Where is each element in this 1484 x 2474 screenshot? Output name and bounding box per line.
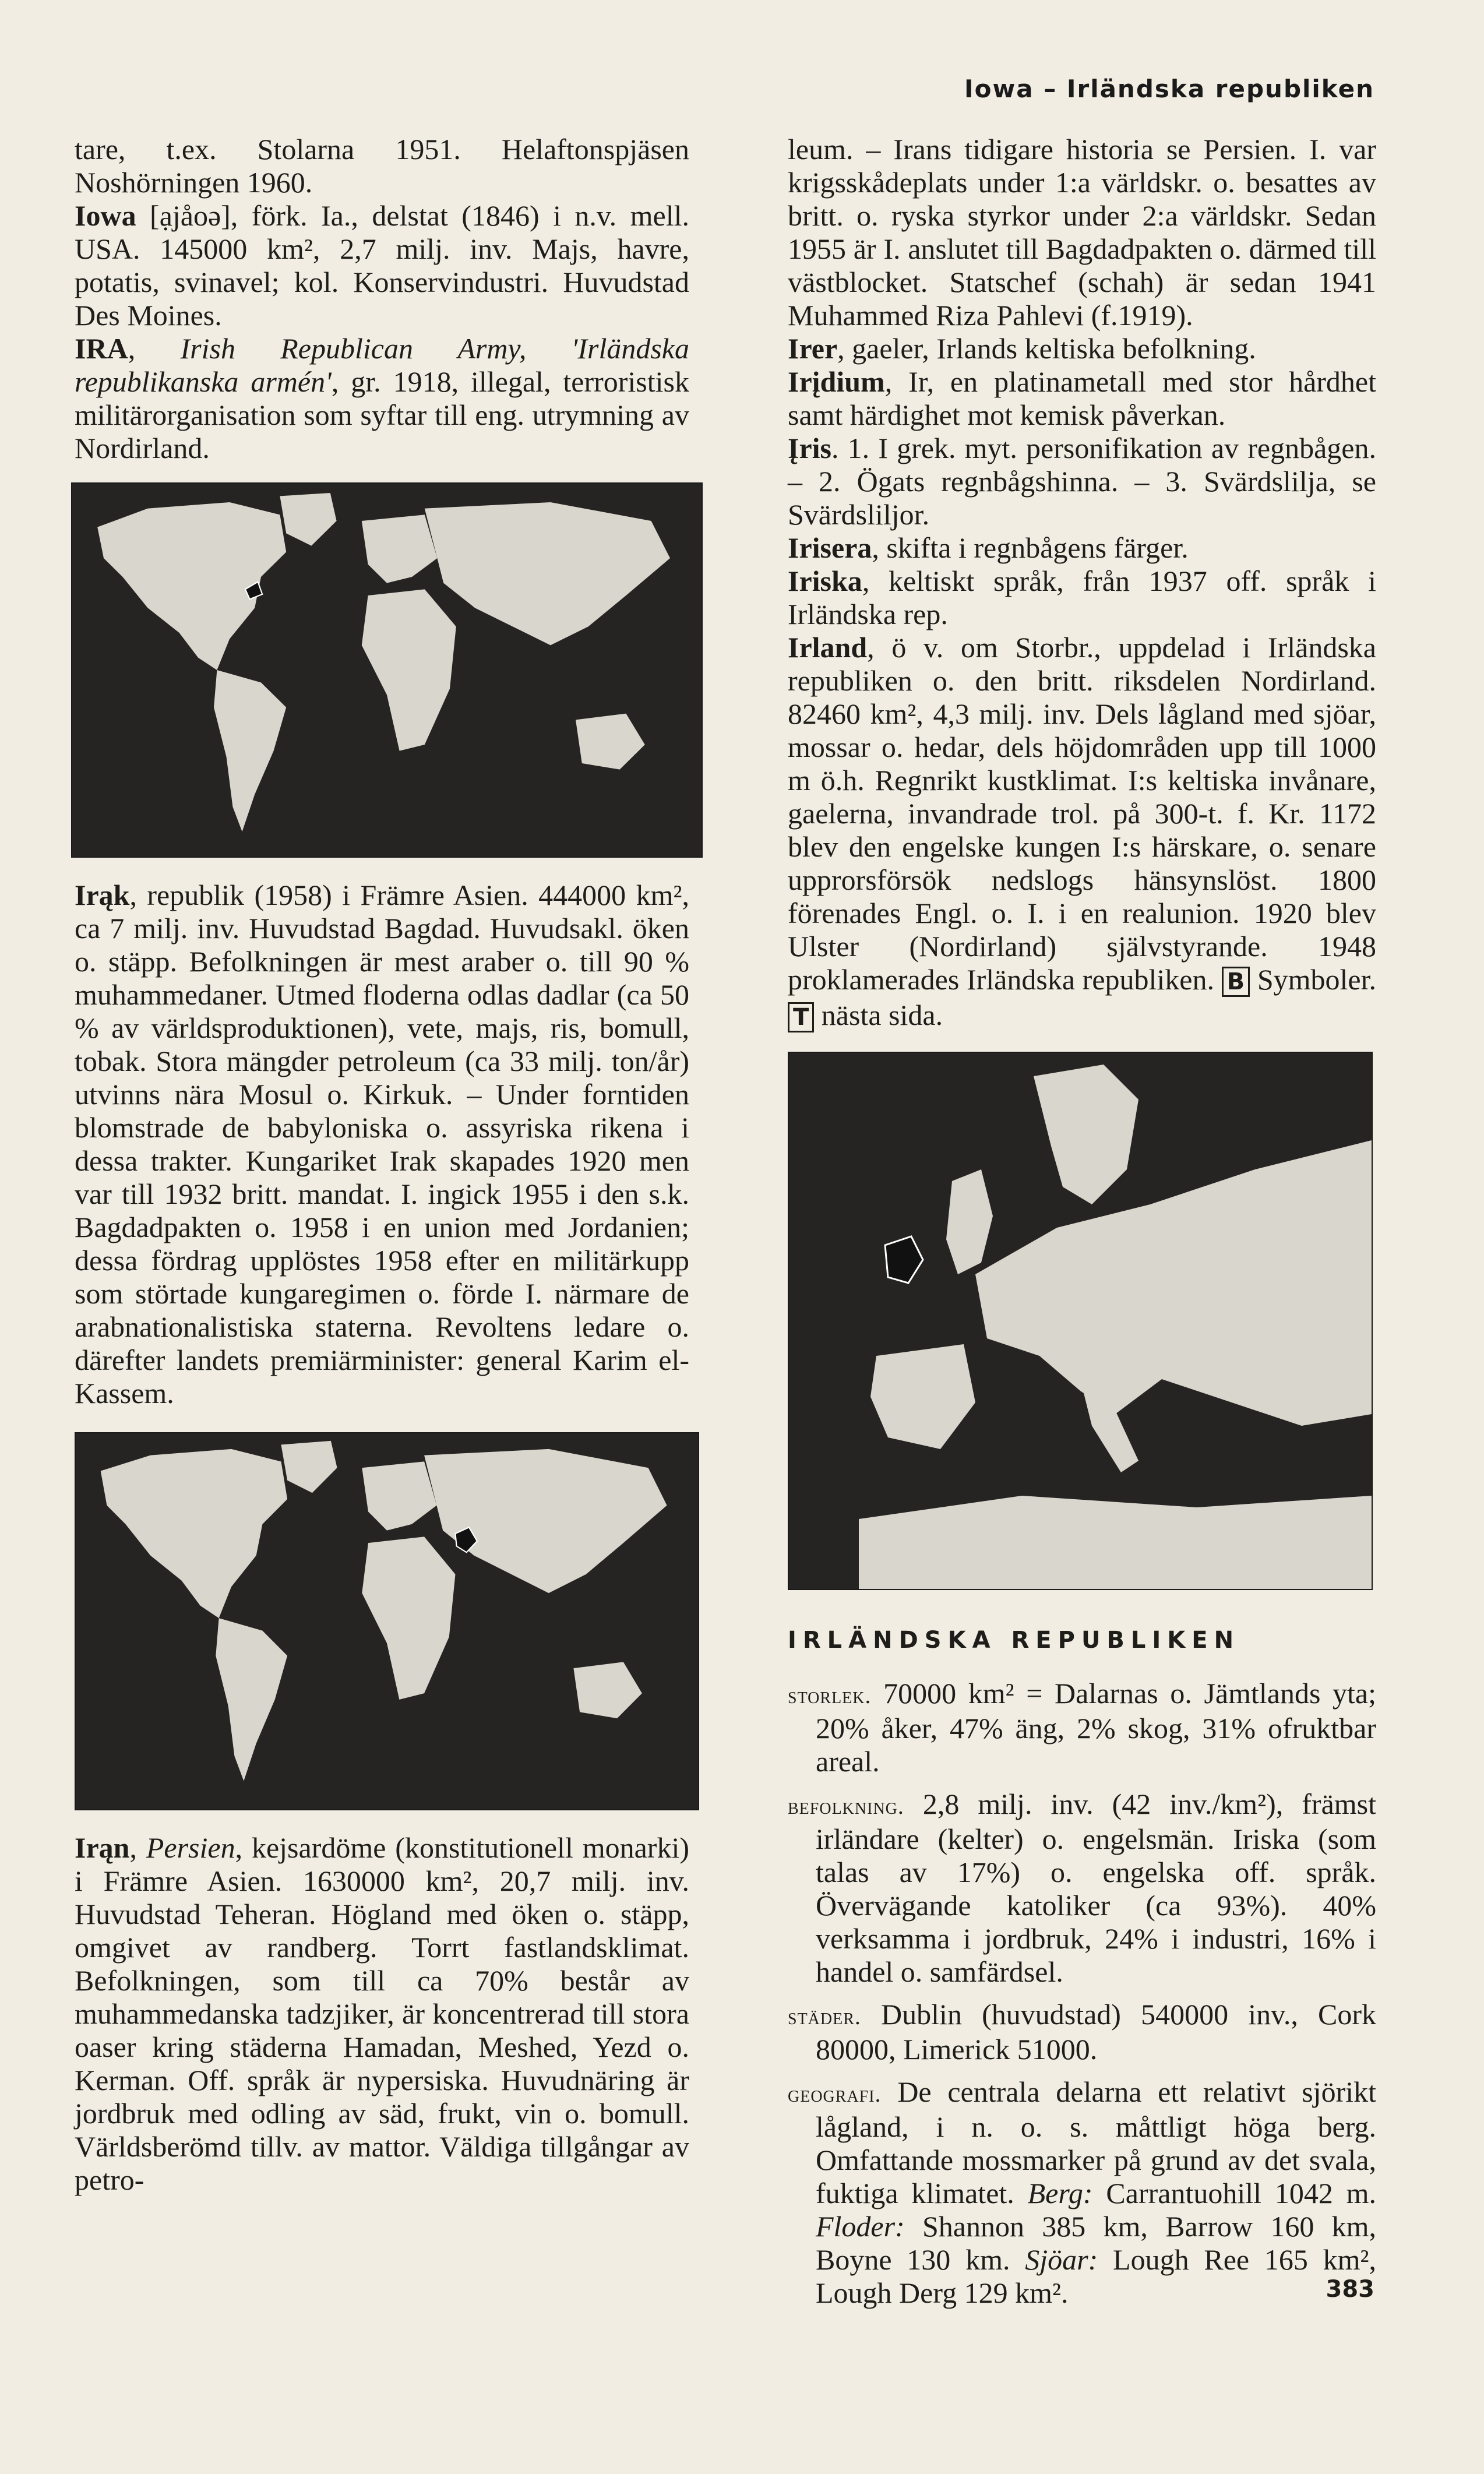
world-map-iowa-svg	[72, 484, 702, 857]
entry-irisera-text: , skifta i regnbågens färger.	[872, 531, 1189, 564]
entry-irland-text: , ö v. om Storbr., uppdelad i Irländska republiken o. den britt. riksdelen Nordirland. 82460 km², 4,3 milj. inv. Dels lågland med sjöar, mossar o. hedar, dels höjdområden upp till 1000 m ö.h. Regnrikt kustklimat. I:s keltiska invånare, gaelerna, invandrade trol. på 300-t. f. Kr. 1172 blev den engelske kungen I:s härskare, o. senare upprorsförsök nedslogs hänsynslöst. 1800 förenades Engl. o. I. i en realunion. 1920 blev Ulster (Nordirland) självstyrande. 1948 proklamerades Irländska republiken.	[788, 631, 1376, 996]
land-australia	[573, 1662, 641, 1718]
entry-iris-text: . 1. I grek. myt. personifikation av regnbågen. – 2. Ögats regnbågshinna. – 3. Svärdslilja, se Svärdsliljor.	[788, 432, 1376, 531]
land-scandinavia	[1034, 1065, 1138, 1204]
entry-irland-ref-b: nästa sida.	[821, 999, 943, 1031]
land-europe	[362, 1461, 436, 1530]
land-iberia	[870, 1344, 975, 1449]
republic-box-title: IRLÄNDSKA REPUBLIKEN	[788, 1627, 1240, 1654]
land-continental-europe	[975, 1140, 1372, 1426]
table-ref-icon: T	[788, 1002, 814, 1032]
europe-map-svg	[789, 1053, 1372, 1589]
entry-ira	[75, 332, 689, 465]
land-south-america	[216, 1618, 287, 1781]
fact-berg-text: Carrantuohill 1042 m.	[1106, 2177, 1377, 2209]
continuation-text: tare, t.ex. Stolarna 1951. Helaftonspjäsen Noshörningen 1960.	[75, 133, 689, 199]
fact-floder-label: Floder:	[816, 2210, 905, 2243]
entry-irland	[788, 631, 1376, 1034]
fact-stader-text: Dublin (huvudstad) 540000 inv., Cork 80000, Limerick 51000.	[816, 1998, 1376, 2066]
entry-iriska-text: , keltiskt språk, från 1937 off. språk i Irländska rep.	[788, 565, 1376, 630]
fact-befolkning-label: befolkning.	[788, 1793, 904, 1819]
land-great-britain	[946, 1169, 993, 1274]
entry-iris	[788, 432, 1376, 531]
land-africa	[362, 589, 456, 750]
world-map-iowa	[71, 482, 703, 858]
headword-iowa: Iowa	[75, 199, 136, 232]
land-south-america	[214, 670, 286, 831]
entry-iridium	[788, 365, 1376, 432]
headword-irak: Irąk	[75, 879, 130, 911]
right-column	[788, 133, 1376, 2319]
headword-iris: Įris	[788, 432, 831, 464]
land-africa	[362, 1536, 455, 1700]
map-land	[101, 1441, 667, 1781]
entry-irak	[75, 879, 689, 1410]
map-land	[97, 493, 670, 831]
entry-iran-sep: ,	[129, 1831, 146, 1864]
entry-ira-text: , gr. 1918, illegal, terroristisk militärorganisation som syftar till eng. utrymning av Nordirland.	[75, 365, 690, 464]
headword-iran: Irąn	[75, 1831, 130, 1864]
fact-berg-label: Berg:	[1027, 2177, 1093, 2209]
fact-floder-text: Shannon 385 km, Barrow 160 km, Boyne 130 km.	[816, 2210, 1377, 2276]
land-north-america	[101, 1449, 287, 1618]
headword-iriska: Iriska	[788, 565, 862, 597]
world-map-irak-svg	[76, 1433, 698, 1809]
entry-irer	[788, 332, 1376, 365]
map-marker-irland	[885, 1236, 923, 1283]
headword-ira: IRA	[75, 332, 128, 365]
entry-irer-text: , gaeler, Irlands keltiska befolkning.	[837, 332, 1256, 365]
entry-iridium-text: , Ir, en platinametall med stor hårdhet samt härdighet mot kemisk påverkan.	[788, 365, 1376, 431]
entry-ira-sep: ,	[128, 332, 181, 365]
republic-box	[788, 1624, 1376, 2310]
entry-ira-italic: Irish Republican Army, 'Irländska republikanska armén'	[75, 332, 690, 398]
land-asia	[424, 1449, 667, 1593]
entry-iran	[75, 1831, 689, 2197]
headword-iridium: Irįdium	[788, 365, 885, 398]
entry-iran-italic: Persien	[146, 1831, 235, 1864]
map-land	[859, 1065, 1372, 1589]
entry-irisera	[788, 531, 1376, 565]
headword-irisera: Irisera	[788, 531, 872, 564]
land-australia	[576, 714, 645, 770]
fact-sjoar-label: Sjöar:	[1025, 2243, 1098, 2276]
fact-storlek-label: storlek.	[788, 1682, 872, 1708]
left-column	[75, 133, 689, 2197]
headword-irer: Irer	[788, 332, 838, 365]
picture-ref-icon: B	[1222, 967, 1250, 997]
fact-sjoar-text: Lough Ree 165 km², Lough Derg 129 km².	[816, 2243, 1377, 2309]
fact-geografi-text: De centrala delarna ett relativt sjörikt lågland, i n. o. s. måttligt höga berg. Omfattande mossmarker på grund av det svala, fuktiga klimatet.	[816, 2075, 1377, 2209]
fact-befolkning-text: 2,8 milj. inv. (42 inv./km²), främst irländare (kelter) o. engelsmän. Iriska (som talas av 17%) o. engelska off. språk. Övervägande katoliker (ca 93%). 40% verksamma i jordbruk, 24% i industri, 16% i handel o. samfärdsel.	[816, 1788, 1377, 1988]
fact-stader-label: städer.	[788, 2003, 861, 2029]
fact-storlek-text: 70000 km² = Dalarnas o. Jämtlands yta; 20% åker, 47% äng, 2% skog, 31% ofruktbar areal.	[816, 1677, 1377, 1778]
fact-storlek	[788, 1677, 1376, 1778]
land-asia	[425, 502, 670, 645]
land-north-africa	[859, 1496, 1372, 1589]
page-number: 383	[1326, 2276, 1374, 2303]
fact-stader	[788, 1998, 1376, 2066]
europe-map-irland	[788, 1052, 1373, 1590]
land-greenland	[281, 1441, 337, 1493]
running-head: Iowa – Irländska republiken	[964, 75, 1374, 103]
fact-befolkning	[788, 1788, 1376, 1989]
fact-geografi	[788, 2075, 1376, 2310]
entry-iriska	[788, 565, 1376, 631]
entry-iowa	[75, 199, 689, 332]
headword-irland: Irland	[788, 631, 868, 664]
land-greenland	[280, 493, 336, 546]
world-map-irak	[75, 1432, 699, 1810]
entry-iran-text: , kejsardöme (konstitutionell monarki) i Främre Asien. 1630000 km², 20,7 milj. inv. Huvudstad Teheran. Högland med öken o. stäpp, omgivet av randberg. Torrt fastlandsklimat. Befolkningen, som till ca 70% består av muhammedanska tadzjiker, är koncentrerad till stora oaser kring städerna Hamadan, Meshed, Yezd o. Kerman. Off. språk är nypersiska. Huvudnäring är jordbruk med odling av säd, frukt, vin o. bomull. Världsberömd tillv. av mattor. Väldiga tillgångar av petro-	[75, 1831, 689, 2196]
land-europe	[362, 514, 438, 583]
fact-geografi-label: geografi.	[788, 2081, 882, 2107]
entry-irland-ref-a: Symboler.	[1257, 963, 1377, 996]
entry-iowa-text: [ạjåoə], förk. Ia., delstat (1846) i n.v. mell. USA. 145000 km², 2,7 milj. inv. Majs, havre, potatis, svinavel; kol. Konservindustri. Huvudstad Des Moines.	[75, 199, 689, 332]
entry-iran-continued: leum. – Irans tidigare historia se Persien. I. var krigsskådeplats under 1:a världskr. o. besattes av britt. o. ryska styrkor under 2:a världskr. Sedan 1955 är I. anslutet till Bagdadpakten o. därmed till västblocket. Statschef (schah) är sedan 1941 Muhammed Riza Pahlevi (f.1919).	[788, 133, 1376, 332]
entry-irak-text: , republik (1958) i Främre Asien. 444000 km², ca 7 milj. inv. Huvudstad Bagdad. Huvudsakl. öken o. stäpp. Befolkningen är mest araber o. till 90 % muhammedaner. Utmed floderna odlas dadlar (ca 50 % av världsproduktionen), vete, majs, ris, bomull, tobak. Stora mängder petroleum (ca 33 milj. ton/år) utvinns nära Mosul o. Kirkuk. – Under forntiden blomstrade de babyloniska o. assyriska rikena i dessa trakter. Kungariket Irak skapades 1920 men var till 1932 britt. mandat. I. ingick 1955 i den s.k. Bagdadpakten o. 1958 i en union med Jordanien; dessa fördrag upplöstes 1958 efter en militärkupp som störtade kungaregimen o. förde I. närmare de arabnationalistiska staterna. Revoltens ledare o. därefter landets premiärminister: general Karim el-Kassem.	[75, 879, 689, 1409]
